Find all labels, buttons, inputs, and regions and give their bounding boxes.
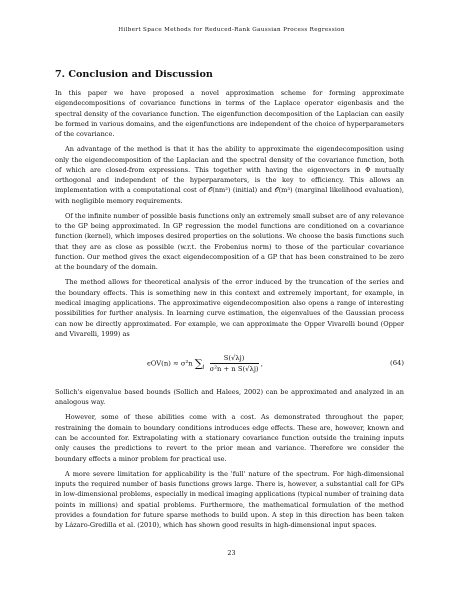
equation-body bbox=[147, 354, 263, 373]
paragraph-costs: However, some of these abilities come with a cost. As demonstrated throughout the paper, restraining the domain to boundary conditions introduces edge effects. These are, however, known and can be accounted for. Extrapolating with a stationary covariance function outside the training inputs only causes the predictions to revert to the prior mean and variance. Therefore we consider the boundary effects a minor problem for practical use. bbox=[55, 413, 404, 463]
equation-numerator: S(√λj) bbox=[210, 354, 259, 364]
paragraph-intro: In this paper we have proposed a novel approximation scheme for forming approximate eigendecompositions of covariance functions in terms of the Laplace operator eigenbasis and the spectral density of the covariance function. The eigenfunction decomposition of the Laplacian can easily be formed in various domains, and the eigenfunctions are independent of the choice of hyperparameters of the covariance. bbox=[55, 89, 404, 139]
section-title: 7. Conclusion and Discussion bbox=[55, 69, 213, 80]
paragraph-advantage: An advantage of the method is that it has the ability to approximate the eigendecomposition using only the eigendecomposition of the Laplacian and the spectral density of the covariance function, both of which are closed-from expressions. This together with having the eigenvectors in Φ mutually orthogonal and independent of the hyperparameters, is the key to efficiency. This allows an implementation with a computational cost of 𝒪(nm²) (initial) and 𝒪(m³) (marginal likelihood evaluation), with negligible memory requirements. bbox=[55, 145, 404, 205]
equation-lhs: ϵOV(n) ≈ σ²n bbox=[147, 359, 193, 368]
paragraph-limitations: A more severe limitation for applicability is the 'full' nature of the spectrum. For high-dimensional inputs the required number of basis functions grows large. There is, however, a substantial call for GPs in low-dimensional problems, especially in medical imaging applications (typical number of training data points in millions) and spatial problems. Furthermore, the mathematical formulation of the method provides a foundation for future sparse methods to build upon. A step in this direction has been taken by Lázaro-Gredilla et al. (2010), which has shown good results in high-dimensional input spaces. bbox=[55, 469, 404, 530]
paragraph-theoretical-analysis: The method allows for theoretical analysis of the error induced by the truncation of the series and the boundary effects. This is something new in this context and extremely important, for example, in medical imaging applications. The approximative eigendecomposition also opens a range of interesting possibilities for further analysis. In learning curve estimation, the eigenvalues of the Gaussian process can now be directly approximated. For example, we can approximate the Opper Vivarelli bound (Opper and Vivarelli, 1999) as bbox=[55, 278, 404, 338]
body-text bbox=[55, 88, 404, 535]
equation-denominator: σ²n + n S(√λj) bbox=[209, 365, 259, 374]
paragraph-basis-functions: Of the infinite number of possible basis functions only an extremely small subset are of any relevance to the GP being approximated. In GP regression the model functions are conditioned on a covariance function (kernel), which imposes desired properties on the solutions. We choose the basis functions such that they are as close as possible (w.r.t. the Frobenius norm) to those of the particular covariance function. Our method gives the exact eigendecomposition of a GP that has been constrained to be zero at the boundary of the domain. bbox=[55, 211, 404, 272]
running-head: Hilbert Space Methods for Reduced-Rank Gaussian Process Regression bbox=[118, 27, 345, 33]
equation-fraction bbox=[210, 354, 259, 373]
paragraph-sollich: Sollich's eigenvalue based bounds (Sollich and Halees, 2002) can be approximated and analyzed in an analogous way. bbox=[55, 388, 404, 407]
equation-sum-symbol: ∑ bbox=[194, 357, 203, 371]
equation-64 bbox=[55, 344, 404, 382]
equation-sum-index: j bbox=[202, 363, 205, 370]
equation-trailing: , bbox=[260, 359, 263, 368]
page-number: 23 bbox=[227, 549, 236, 557]
equation-number: (64) bbox=[390, 359, 404, 368]
